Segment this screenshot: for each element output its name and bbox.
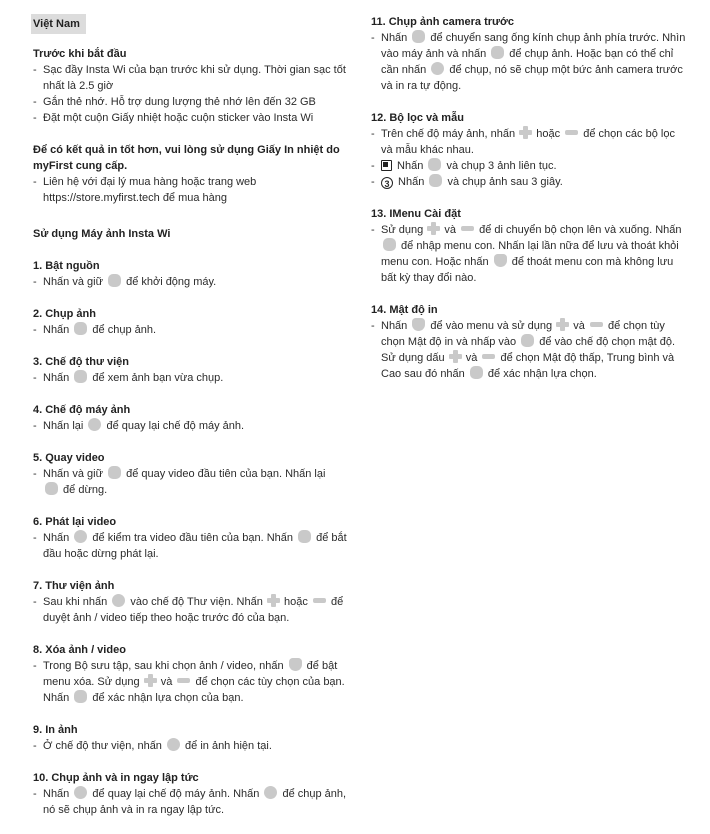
minus-button-icon [565,130,578,135]
right-column [371,14,689,398]
section-before-start [33,46,351,126]
section-title: 6. Phát lại video [33,516,117,528]
minus-button-icon [590,322,603,327]
section-5: 5. Quay video - Nhấn và giữ để quay video đầu tiên của bạn. Nhấn lại để dừng. [33,450,351,498]
minus-button-icon [313,598,326,603]
section-8: 8. Xóa ảnh / video - Trong Bộ sưu tập, sau khi chọn ảnh / video, nhấn để bật menu xóa. Sử dụng và để chọn các tùy chọn của bạn. Nhấn để xác nhận lựa chọn của bạn. [33,642,351,706]
shutter-button-icon [264,786,277,799]
shutter-button-icon [108,466,121,479]
section-title: 12. Bộ lọc và mẫu [371,112,464,124]
list-item: - Đặt một cuộn Giấy nhiệt hoặc cuộn sticker vào Insta Wi [33,112,314,124]
shutter-button-icon [74,322,87,335]
burst-mode-icon [381,160,392,171]
up-down-button-icon [556,318,569,331]
section-14: 14. Mật độ in - Nhấn để vào menu và sử dụng và để chọn tùy chọn Mật độ in và nhấp vào để vào chế độ chọn mật độ. Sử dụng dấu và để chọn Mật độ thấp, Trung bình và Cao sau đó nhấn để xác nhận lựa chọn. [371,302,689,382]
section-best-results [33,142,351,206]
left-column [33,14,351,834]
gallery-button-icon [112,594,125,607]
section-1: 1. Bật nguồn - Nhấn và giữ để khởi động máy. [33,258,351,290]
list-item: - Liên hệ với đại lý mua hàng hoặc trang web https://store.myfirst.tech để mua hàng [33,176,257,204]
front-camera-button-icon [412,30,425,43]
print-button-icon [167,738,180,751]
ok-button-icon [298,530,311,543]
section-title: 5. Quay video [33,452,105,464]
camera-mode-button-icon [74,786,87,799]
up-down-button-icon [144,674,157,687]
section-title: Trước khi bắt đầu [33,48,127,60]
gallery-button-icon [74,530,87,543]
gallery-button-icon [74,370,87,383]
section-title: Để có kết quả in tốt hơn, vui lòng sử dụng Giấy In nhiệt do myFirst cung cấp. [33,144,340,172]
ok-button-icon [470,366,483,379]
timer-icon: 3 [381,177,393,189]
section-6: 6. Phát lại video - Nhấn để kiểm tra video đầu tiên của bạn. Nhấn để bắt đầu hoặc dừng phát lại. [33,514,351,562]
menu-button-icon [412,318,425,331]
section-2: 2. Chụp ảnh - Nhấn để chụp ảnh. [33,306,351,338]
section-title: 3. Chế độ thư viện [33,356,129,368]
ok-button-icon [383,238,396,251]
ok-button-icon [521,334,534,347]
minus-button-icon [461,226,474,231]
menu-button-icon [289,658,302,671]
section-title: 13. IMenu Cài đặt [371,208,461,220]
section-title: 2. Chụp ảnh [33,308,96,320]
section-title: 14. Mật độ in [371,304,438,316]
section-title: 8. Xóa ảnh / video [33,644,126,656]
up-down-button-icon [449,350,462,363]
minus-button-icon [482,354,495,359]
list-item: - Gắn thẻ nhớ. Hỗ trợ dung lượng thẻ nhớ lên đến 32 GB [33,96,316,108]
language-label: Việt Nam [31,14,86,34]
camera-mode-button-icon [88,418,101,431]
menu-button-icon [494,254,507,267]
shutter-button-icon [429,174,442,187]
shutter-button-icon [45,482,58,495]
shutter-button-icon [428,158,441,171]
up-down-button-icon [427,222,440,235]
ok-button-icon [74,690,87,703]
list-item: - Sạc đầy Insta Wi của bạn trước khi sử dụng. Thời gian sạc tốt nhất là 2.5 giờ [33,64,346,92]
section-9: 9. In ảnh - Ở chế độ thư viện, nhấn để in ảnh hiện tại. [33,722,351,754]
shutter-button-icon [431,62,444,75]
usage-title: Sử dụng Máy ảnh Insta Wi [33,228,171,240]
section-title: 4. Chế độ máy ảnh [33,404,131,416]
section-13: 13. IMenu Cài đặt - Sử dụng và để di chuyển bộ chọn lên và xuống. Nhấn để nhập menu con. Nhấn lại lần nữa để lưu và thoát khỏi menu con. Hoặc nhấn để thoát menu con mà không lưu bất kỳ thay đổi nào. [371,206,689,286]
section-title: 10. Chụp ảnh và in ngay lập tức [33,772,199,784]
section-3: 3. Chế độ thư viện - Nhấn để xem ảnh bạn vừa chụp. [33,354,351,386]
minus-button-icon [177,678,190,683]
section-title: 11. Chụp ảnh camera trước [371,16,514,28]
section-7: 7. Thư viện ảnh - Sau khi nhấn vào chế độ Thư viện. Nhấn hoặc để duyệt ảnh / video tiếp theo hoặc trước đó của bạn. [33,578,351,626]
section-12: 12. Bộ lọc và mẫu - Trên chế độ máy ảnh, nhấn hoặc để chọn các bộ lọc và mẫu khác nhau. - Nhấn và chụp 3 ảnh liên tục. - 3 Nhấn và chụp ảnh sau 3 giây. [371,110,689,190]
shutter-button-icon [491,46,504,59]
section-11: 11. Chụp ảnh camera trước - Nhấn để chuyển sang ống kính chụp ảnh phía trước. Nhìn vào máy ảnh và nhấn để chụp ảnh. Hoặc bạn có thể chỉ cần nhấn để chụp, nó sẽ chụp một bức ảnh camera trước và in ra tự động. [371,14,689,94]
up-down-button-icon [519,126,532,139]
section-title: 9. In ảnh [33,724,78,736]
section-title: 7. Thư viện ảnh [33,580,115,592]
section-title: 1. Bật nguồn [33,260,100,272]
section-4: 4. Chế độ máy ảnh - Nhấn lại để quay lại chế độ máy ảnh. [33,402,351,434]
up-down-button-icon [267,594,280,607]
power-button-icon [108,274,121,287]
section-10: 10. Chụp ảnh và in ngay lập tức - Nhấn để quay lại chế độ máy ảnh. Nhấn để chụp ảnh, nó sẽ chụp ảnh và in ra ngay lập tức. [33,770,351,818]
